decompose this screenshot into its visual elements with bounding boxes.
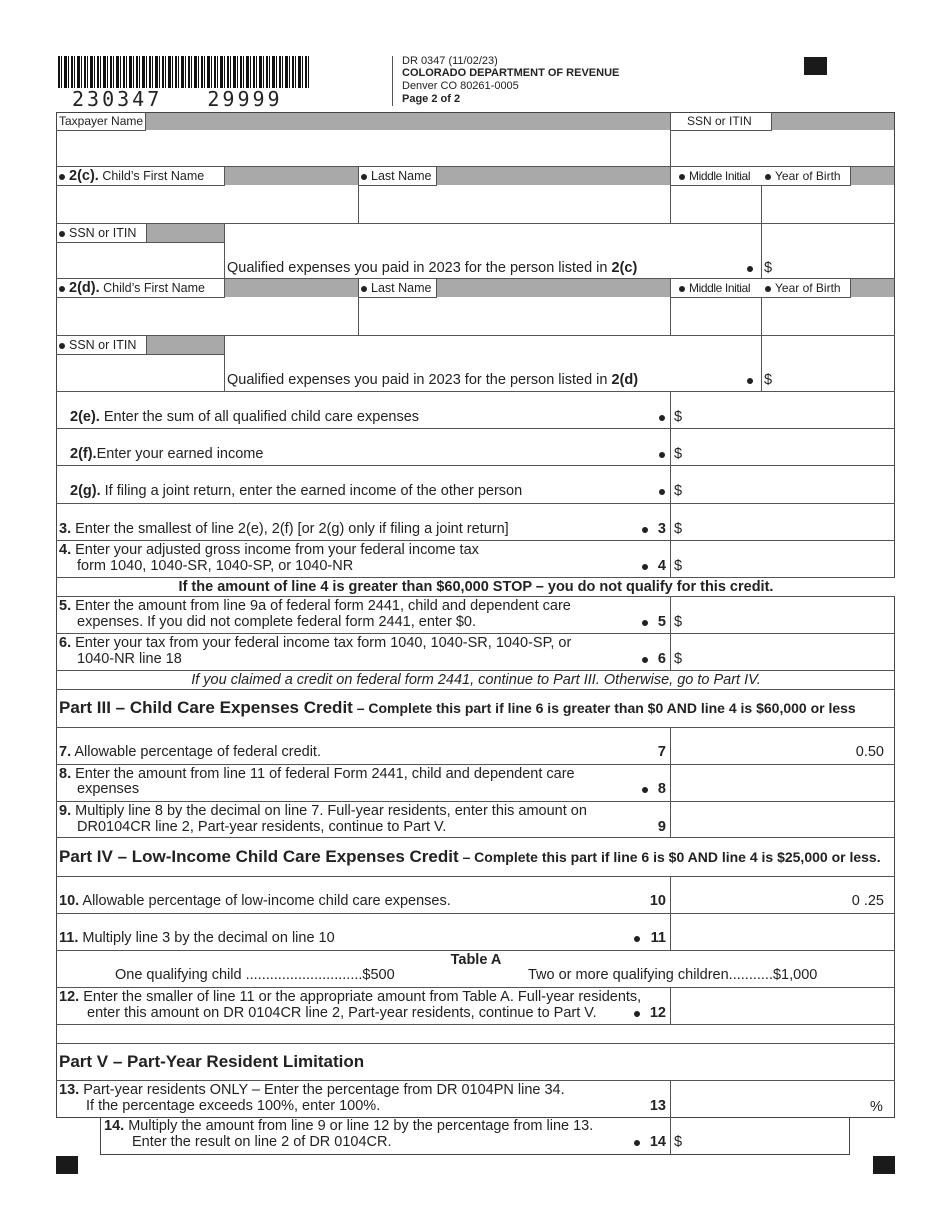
taxpayer-name-label-shade (146, 113, 670, 130)
divider (56, 1043, 895, 1044)
divider (56, 876, 895, 877)
line-5-label-2: expenses. If you did not complete federal form 2441, enter $0. (77, 614, 476, 630)
child-d-expenses-currency: $ (764, 372, 773, 388)
line-3-label: 3. Enter the smallest of line 2(e), 2(f) [or 2(g) only if filing a joint return] (59, 521, 509, 537)
line-13-ref: 13 (649, 1098, 666, 1114)
line-5-input[interactable] (686, 597, 894, 633)
line-14-label-2: Enter the result on line 2 of DR 0104CR. (132, 1134, 392, 1150)
taxpayer-name-label-box (56, 112, 146, 131)
line-9-input[interactable] (671, 802, 894, 837)
child-d-ssn-input[interactable] (57, 355, 223, 390)
registration-mark-top (804, 57, 827, 75)
child-c-ssn-label: SSN or ITIN (59, 226, 136, 241)
barcode (58, 56, 310, 88)
taxpayer-name-label: Taxpayer Name (59, 114, 144, 128)
line-3-currency: $ (674, 521, 683, 537)
department-address: Denver CO 80261-0005 (402, 80, 519, 92)
child-c-expenses-label: Qualified expenses you paid in 2023 for the person listed in 2(c) (227, 260, 638, 276)
line-12-label-2: enter this amount on DR 0104CR line 2, Part-year residents, continue to Part V. (87, 1005, 597, 1021)
bullet-icon (659, 415, 665, 421)
line-9-ref: 9 (657, 819, 666, 835)
line-2g-currency: $ (674, 483, 683, 499)
bullet-icon (634, 936, 640, 942)
child-c-first-name-label: 2(c). Child’s First Name (59, 169, 204, 184)
child-d-mi-label-box (670, 278, 762, 298)
taxpayer-ssn-shade (772, 113, 894, 130)
line-4-ref: 4 (657, 558, 666, 574)
line-4-currency: $ (674, 558, 683, 574)
child-d-expenses-input[interactable] (776, 336, 894, 390)
child-c-first-name-input[interactable] (57, 186, 357, 223)
taxpayer-ssn-input[interactable] (671, 131, 894, 166)
child-d-last-name-label: Last Name (361, 281, 431, 296)
line-2g-input[interactable] (686, 466, 894, 502)
divider (56, 950, 895, 951)
line-8-ref: 8 (657, 781, 666, 797)
divider (224, 223, 225, 278)
child-d-last-shade (436, 279, 670, 297)
line-4-label-1: 4. Enter your adjusted gross income from your federal income tax (59, 542, 479, 558)
child-c-last-shade (436, 167, 670, 185)
line-2f-input[interactable] (686, 429, 894, 465)
line-2e-input[interactable] (686, 392, 894, 428)
child-d-ssn-label-box (56, 335, 147, 355)
page-number: Page 2 of 2 (402, 93, 461, 105)
divider (56, 689, 895, 690)
line-14-currency: $ (674, 1134, 683, 1150)
taxpayer-name-input[interactable] (57, 131, 669, 166)
line-5-ref: 5 (657, 614, 666, 630)
line-2f-currency: $ (674, 446, 683, 462)
line-4-input[interactable] (686, 541, 894, 577)
divider (56, 837, 895, 838)
registration-mark-bottom-right (873, 1156, 895, 1174)
line-14-label-1: 14. Multiply the amount from line 9 or line 12 by the percentage from line 13. (104, 1118, 594, 1134)
line-6-input[interactable] (686, 634, 894, 670)
line-4-label-2: form 1040, 1040-SR, 1040-SP, or 1040-NR (77, 558, 354, 574)
header-divider (392, 56, 393, 106)
child-d-first-shade (224, 279, 358, 297)
amount-column-divider (670, 1117, 671, 1155)
line-14-ref: 14 (649, 1134, 666, 1150)
line-13-percent: % (870, 1099, 883, 1115)
line-9-label-1: 9. Multiply line 8 by the decimal on line 7. Full-year residents, enter this amount on (59, 803, 587, 819)
child-d-yob-label-box (761, 278, 851, 298)
taxpayer-ssn-label: SSN or ITIN (687, 114, 752, 128)
divider (56, 670, 895, 671)
child-c-last-name-label: Last Name (361, 169, 431, 184)
line-11-input[interactable] (671, 914, 894, 950)
child-d-first-name-input[interactable] (57, 298, 357, 335)
continue-instruction: If you claimed a credit on federal form 2441, continue to Part III. Otherwise, go to Part IV. (191, 672, 761, 688)
child-c-mi-label-box (670, 166, 762, 186)
child-d-yob-shade (850, 279, 894, 297)
registration-mark-bottom-left (56, 1156, 78, 1174)
child-c-year-of-birth-label: Year of Birth (765, 169, 841, 184)
child-d-middle-initial-label: Middle Initial (679, 281, 750, 296)
line-14-input[interactable] (686, 1118, 848, 1154)
line-3-ref: 3 (657, 521, 666, 537)
line-10-value: 0 .25 (851, 893, 884, 909)
barcode-number: 230347 29999 (72, 87, 283, 111)
child-c-first-shade (224, 167, 358, 185)
line-9-label-2: DR0104CR line 2, Part-year residents, continue to Part V. (77, 819, 447, 835)
bullet-icon (659, 489, 665, 495)
child-c-yob-label-box (761, 166, 851, 186)
line-13-input[interactable] (671, 1081, 866, 1117)
divider (224, 278, 225, 298)
line-8-label-2: expenses (77, 781, 140, 797)
part-5-heading: Part V – Part-Year Resident Limitation (59, 1052, 365, 1071)
part-4-heading: Part IV – Low-Income Child Care Expenses Credit – Complete this part if line 6 is $0 AND line 4 is $25,000 or less. (59, 847, 881, 866)
line-2g-label: 2(g). If filing a joint return, enter the earned income of the other person (70, 483, 523, 499)
child-c-expenses-input[interactable] (776, 224, 894, 277)
line-6-label-1: 6. Enter your tax from your federal income tax form 1040, 1040-SR, 1040-SP, or (59, 635, 572, 651)
line-8-input[interactable] (671, 765, 894, 801)
line-7-label: 7. Allowable percentage of federal credit. (59, 744, 321, 760)
child-d-year-of-birth-label: Year of Birth (765, 281, 841, 296)
line-12-ref: 12 (649, 1005, 666, 1021)
table-a-two-children: Two or more qualifying children...........$1,000 (528, 967, 818, 983)
child-d-first-name-label: 2(d). Child’s First Name (59, 281, 205, 296)
child-d-ssn-label: SSN or ITIN (59, 338, 136, 353)
divider (56, 1024, 895, 1025)
bullet-icon (659, 452, 665, 458)
line-5-label-1: 5. Enter the amount from line 9a of federal form 2441, child and dependent care (59, 598, 571, 614)
child-c-last-name-input[interactable] (359, 186, 669, 223)
line-13-label-2: If the percentage exceeds 100%, enter 100%. (86, 1098, 381, 1114)
line-2e-currency: $ (674, 409, 683, 425)
line-7-ref: 7 (657, 744, 666, 760)
child-c-ssn-shade (147, 224, 224, 242)
amount-column-divider (670, 391, 671, 670)
part-3-heading: Part III – Child Care Expenses Credit – Complete this part if line 6 is greater than $0 AND line 4 is $60,000 or less (59, 698, 856, 717)
child-d-last-name-input[interactable] (359, 298, 669, 335)
child-d-year-of-birth-input[interactable] (762, 298, 894, 335)
line-8-label-1: 8. Enter the amount from line 11 of federal Form 2441, child and dependent care (59, 766, 575, 782)
child-d-ssn-shade (147, 336, 224, 354)
divider (224, 166, 225, 186)
line-13-label-1: 13. Part-year residents ONLY – Enter the percentage from DR 0104PN line 34. (59, 1082, 565, 1098)
department-name: COLORADO DEPARTMENT OF REVENUE (402, 67, 620, 79)
child-c-middle-initial-label: Middle Initial (679, 169, 750, 184)
divider (56, 727, 895, 728)
taxpayer-ssn-label-box (670, 112, 772, 131)
bullet-icon (747, 266, 753, 272)
line-6-label-2: 1040-NR line 18 (77, 651, 182, 667)
form-number: DR 0347 (11/02/23) (402, 55, 498, 67)
child-d-last-name-label-box (358, 278, 437, 298)
line-7-value: 0.50 (855, 744, 884, 760)
line-10-label: 10. Allowable percentage of low-income child care expenses. (59, 893, 451, 909)
child-c-ssn-label-box (56, 223, 147, 243)
bullet-icon (634, 1140, 640, 1146)
divider (224, 335, 225, 391)
line-12-label-1: 12. Enter the smaller of line 11 or the appropriate amount from Table A. Full-year residents, (59, 989, 642, 1005)
line-3-input[interactable] (686, 504, 894, 540)
line-6-currency: $ (674, 651, 683, 667)
child-c-last-name-label-box (358, 166, 437, 186)
child-c-yob-shade (850, 167, 894, 185)
child-c-year-of-birth-input[interactable] (762, 186, 894, 223)
child-c-middle-initial-input[interactable] (671, 186, 760, 223)
line-11-label: 11. Multiply line 3 by the decimal on line 10 (59, 930, 335, 946)
child-d-middle-initial-input[interactable] (671, 298, 760, 335)
line-12-input[interactable] (671, 988, 894, 1024)
table-a-title: Table A (450, 952, 502, 968)
bullet-icon (634, 1011, 640, 1017)
line-10-ref: 10 (649, 893, 666, 909)
line-6-ref: 6 (657, 651, 666, 667)
stop-notice-text: If the amount of line 4 is greater than $60,000 STOP – you do not qualify for this credit. (178, 579, 774, 595)
line-11-ref: 11 (650, 930, 666, 946)
child-d-expenses-label: Qualified expenses you paid in 2023 for the person listed in 2(d) (227, 372, 639, 388)
child-c-ssn-input[interactable] (57, 243, 223, 277)
line-5-currency: $ (674, 614, 683, 630)
line-2e-label: 2(e). Enter the sum of all qualified child care expenses (70, 409, 420, 425)
table-a-one-child: One qualifying child .............................$500 (115, 967, 395, 983)
line-2f-label: 2(f).Enter your earned income (70, 446, 264, 462)
bullet-icon (747, 378, 753, 384)
child-c-expenses-currency: $ (764, 260, 773, 276)
